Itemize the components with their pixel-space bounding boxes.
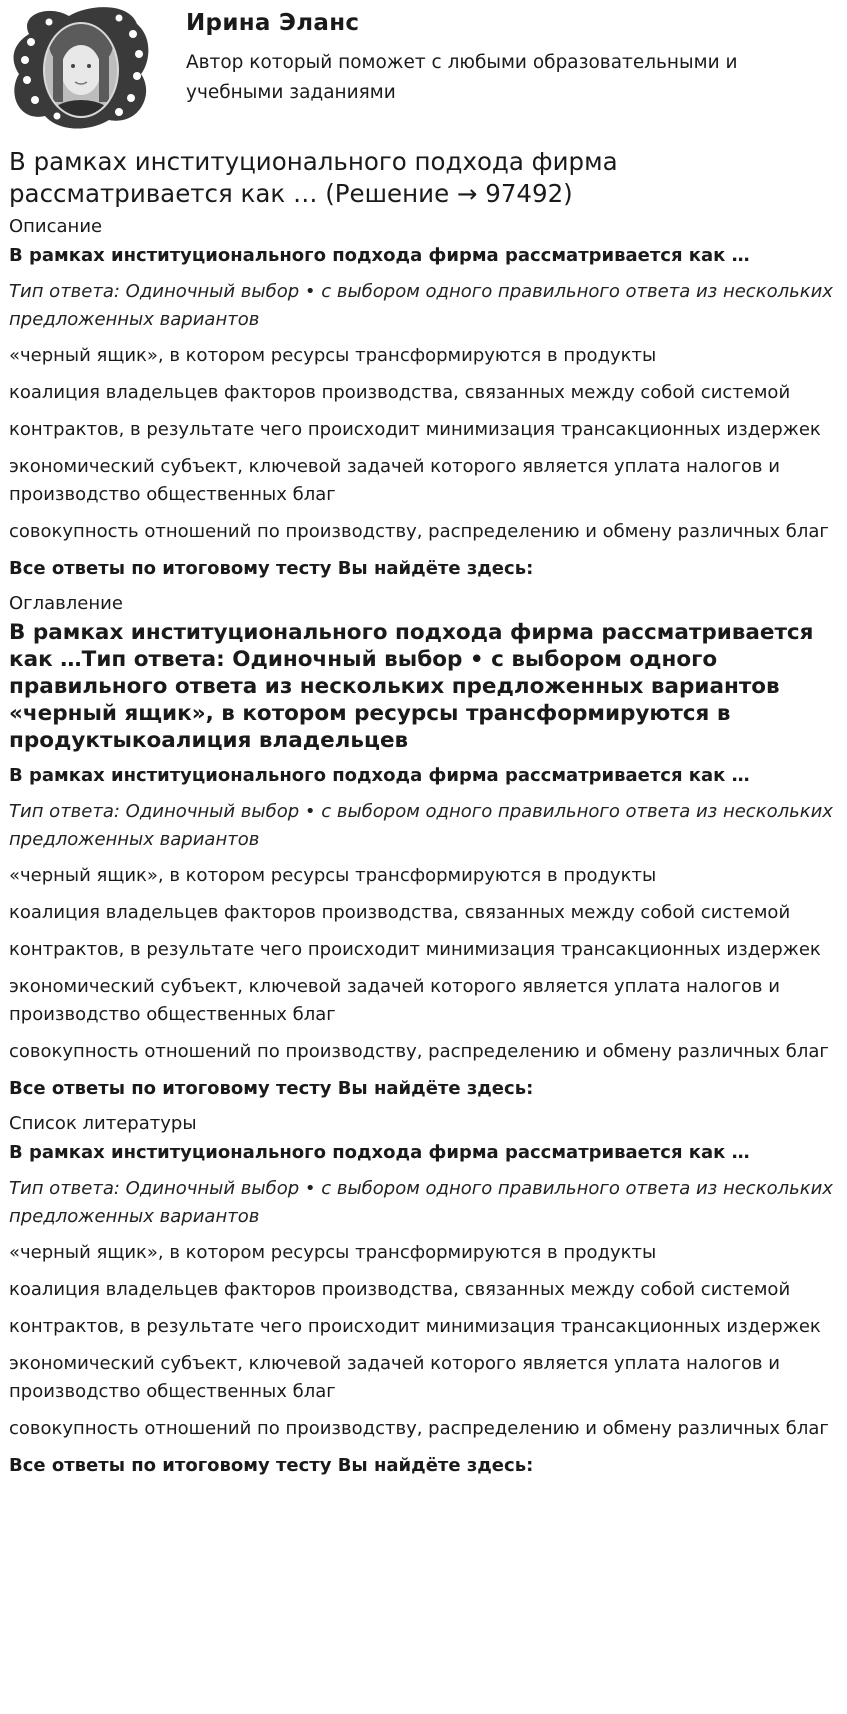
section-label: Описание	[9, 216, 103, 237]
answer-option: коалиция владельцев факторов производства, связанных между собой системой	[9, 1279, 791, 1300]
toc-heading: В рамках институционального подхода фирма рассматривается как …Тип ответа: Одиночный выбор • с выбором одного правильного ответа из нескольких предложенных вариантов «черный ящик», в котором ресурсы трансформируются в продуктыкоалиция владельцев	[9, 620, 814, 753]
answer-option: «черный ящик», в котором ресурсы трансформируются в продукты	[9, 345, 657, 366]
answer-option: коалиция владельцев факторов производства, связанных между собой системой	[9, 382, 791, 403]
author-description: Автор который поможет с любыми образовательными и учебными заданиями	[186, 52, 738, 103]
answer-type: Тип ответа: Одиночный выбор • с выбором одного правильного ответа из нескольких предложенных вариантов	[9, 1178, 833, 1227]
avatar-photo-frame	[9, 4, 153, 130]
section-label: Список литературы	[9, 1113, 197, 1134]
all-answers-link[interactable]: Все ответы по итоговому тесту Вы найдёте здесь:	[9, 1078, 534, 1099]
answer-option: контрактов, в результате чего происходит минимизация трансакционных издержек	[9, 1316, 821, 1337]
answer-option: коалиция владельцев факторов производства, связанных между собой системой	[9, 902, 791, 923]
all-answers-link[interactable]: Все ответы по итоговому тесту Вы найдёте здесь:	[9, 558, 534, 579]
bibliography-section	[9, 1111, 838, 1480]
section-label: Оглавление	[9, 593, 123, 614]
all-answers-link[interactable]: Все ответы по итоговому тесту Вы найдёте здесь:	[9, 1455, 534, 1476]
question-text: В рамках институционального подхода фирма рассматривается как …	[9, 765, 750, 786]
avatar[interactable]	[9, 4, 153, 130]
answer-type: Тип ответа: Одиночный выбор • с выбором одного правильного ответа из нескольких предложенных вариантов	[9, 801, 833, 850]
page-title: В рамках институционального подхода фирма рассматривается как … (Решение → 97492)	[9, 147, 618, 208]
answer-option: экономический субъект, ключевой задачей которого является уплата налогов и производство общественных благ	[9, 976, 780, 1025]
answer-option: совокупность отношений по производству, распределению и обмену различных благ	[9, 1418, 829, 1439]
question-text: В рамках институционального подхода фирма рассматривается как …	[9, 1142, 750, 1163]
author-name[interactable]: Ирина Эланс	[186, 10, 360, 36]
question-text: В рамках институционального подхода фирма рассматривается как …	[9, 245, 750, 266]
toc-section	[9, 591, 838, 1103]
author-card	[9, 0, 838, 138]
answer-option: контрактов, в результате чего происходит минимизация трансакционных издержек	[9, 939, 821, 960]
answer-option: «черный ящик», в котором ресурсы трансформируются в продукты	[9, 1242, 657, 1263]
description-section	[9, 214, 838, 583]
answer-option: контрактов, в результате чего происходит минимизация трансакционных издержек	[9, 419, 821, 440]
answer-option: экономический субъект, ключевой задачей которого является уплата налогов и производство общественных благ	[9, 1353, 780, 1402]
answer-option: совокупность отношений по производству, распределению и обмену различных благ	[9, 521, 829, 542]
answer-option: совокупность отношений по производству, распределению и обмену различных благ	[9, 1041, 829, 1062]
answer-option: «черный ящик», в котором ресурсы трансформируются в продукты	[9, 865, 657, 886]
answer-type: Тип ответа: Одиночный выбор • с выбором одного правильного ответа из нескольких предложенных вариантов	[9, 281, 833, 330]
answer-option: экономический субъект, ключевой задачей которого является уплата налогов и производство общественных благ	[9, 456, 780, 505]
author-info	[186, 0, 806, 108]
